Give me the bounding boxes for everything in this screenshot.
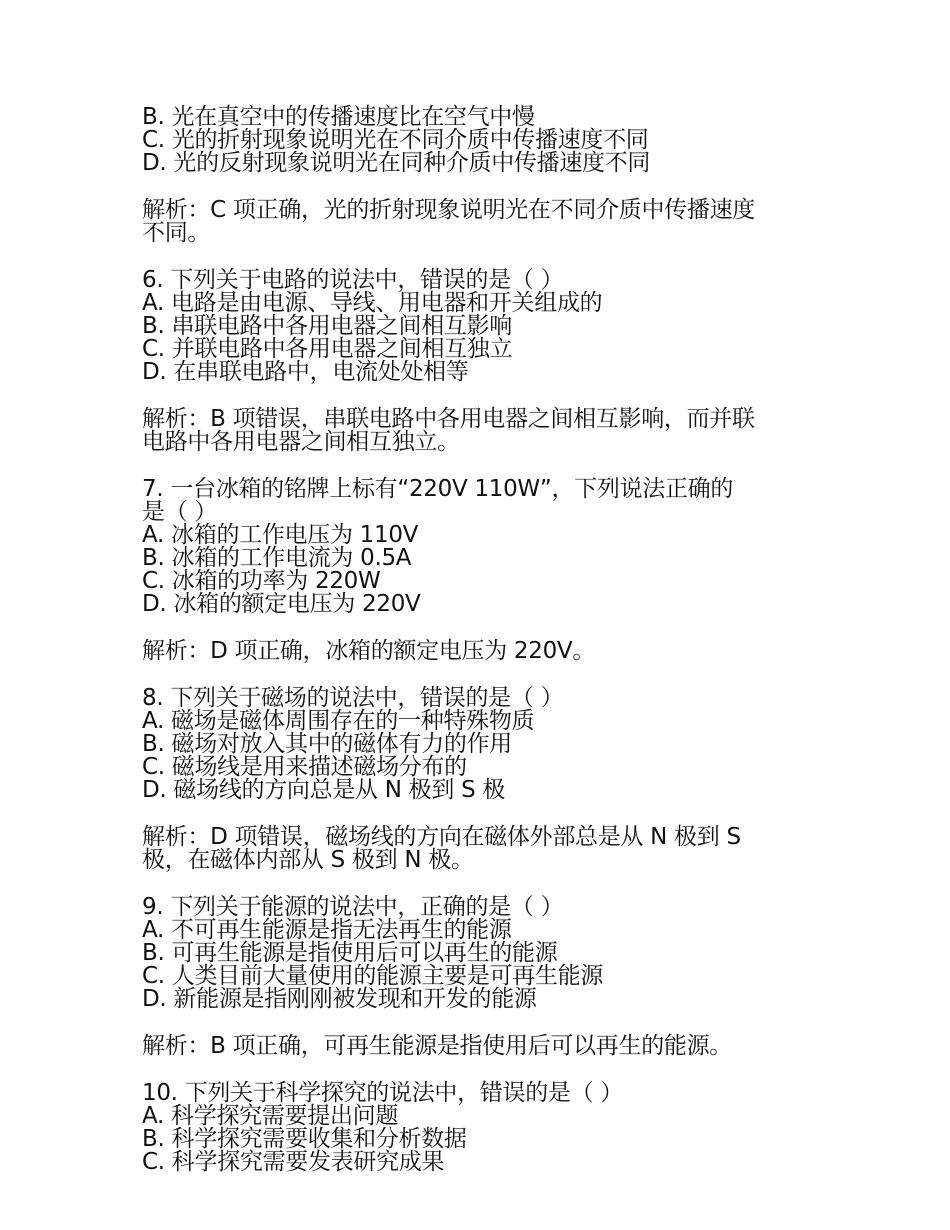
explanation-line: 极，在磁体内部从 S 极到 N 极。 <box>142 847 474 873</box>
explanation-5 <box>142 199 822 245</box>
option-a: A. 科学探究需要提出问题 <box>142 1103 399 1129</box>
option-d: D. 新能源是指刚刚被发现和开发的能源 <box>142 986 537 1012</box>
question-stem: 9. 下列关于能源的说法中，正确的是（ ） <box>142 894 564 920</box>
explanation-line: 解析：B 项正确，可再生能源是指使用后可以再生的能源。 <box>142 1033 732 1059</box>
option-b: B. 科学探究需要收集和分析数据 <box>142 1126 467 1152</box>
explanation-line: 不同。 <box>142 220 211 246</box>
option-a: A. 电路是由电源、导线、用电器和开关组成的 <box>142 290 603 316</box>
question-stem: 8. 下列关于磁场的说法中，错误的是（ ） <box>142 685 564 711</box>
option-d: D. 光的反射现象说明光在同种介质中传播速度不同 <box>142 150 651 176</box>
option-a: A. 不可再生能源是指无法再生的能源 <box>142 917 512 943</box>
option-b: B. 光在真空中的传播速度比在空气中慢 <box>142 104 535 130</box>
question-10 <box>142 1082 822 1174</box>
question-6 <box>142 269 822 384</box>
explanation-line: 解析：D 项错误，磁场线的方向在磁体外部总是从 N 极到 S <box>142 824 741 850</box>
option-a: A. 冰箱的工作电压为 110V <box>142 522 419 548</box>
question-stem: 10. 下列关于科学探究的说法中，错误的是（ ） <box>142 1080 623 1106</box>
question-7 <box>142 478 822 616</box>
question-9 <box>142 896 822 1011</box>
option-c: C. 冰箱的功率为 220W <box>142 568 381 594</box>
question-8 <box>142 687 822 802</box>
option-d: D. 冰箱的额定电压为 220V <box>142 591 421 617</box>
explanation-7 <box>142 640 822 663</box>
option-c: C. 人类目前大量使用的能源主要是可再生能源 <box>142 963 604 989</box>
explanation-line: 电路中各用电器之间相互独立。 <box>142 429 460 455</box>
option-c: C. 并联电路中各用电器之间相互独立 <box>142 336 513 362</box>
option-b: B. 串联电路中各用电器之间相互影响 <box>142 313 513 339</box>
explanation-line: 解析：B 项错误，串联电路中各用电器之间相互影响，而并联 <box>142 406 755 432</box>
option-b: B. 冰箱的工作电流为 0.5A <box>142 545 412 571</box>
explanation-line: 解析：C 项正确，光的折射现象说明光在不同介质中传播速度 <box>142 197 755 223</box>
option-d: D. 磁场线的方向总是从 N 极到 S 极 <box>142 777 506 803</box>
option-b: B. 可再生能源是指使用后可以再生的能源 <box>142 940 558 966</box>
options-continued <box>142 106 822 175</box>
option-b: B. 磁场对放入其中的磁体有力的作用 <box>142 731 513 757</box>
explanation-8 <box>142 826 822 872</box>
explanation-line: 解析：D 项正确，冰箱的额定电压为 220V。 <box>142 638 596 664</box>
question-stem: 6. 下列关于电路的说法中，错误的是（ ） <box>142 267 564 293</box>
option-c: C. 光的折射现象说明光在不同介质中传播速度不同 <box>142 127 649 153</box>
option-c: C. 磁场线是用来描述磁场分布的 <box>142 754 467 780</box>
option-c: C. 科学探究需要发表研究成果 <box>142 1149 445 1175</box>
explanation-6 <box>142 408 822 454</box>
explanation-9 <box>142 1035 822 1058</box>
document-page <box>142 106 822 1198</box>
option-a: A. 磁场是磁体周围存在的一种特殊物质 <box>142 708 535 734</box>
option-d: D. 在串联电路中，电流处处相等 <box>142 359 469 385</box>
question-stem: 7. 一台冰箱的铭牌上标有“220V 110W”，下列说法正确的 <box>142 476 734 502</box>
question-stem: 是（ ） <box>142 499 218 525</box>
